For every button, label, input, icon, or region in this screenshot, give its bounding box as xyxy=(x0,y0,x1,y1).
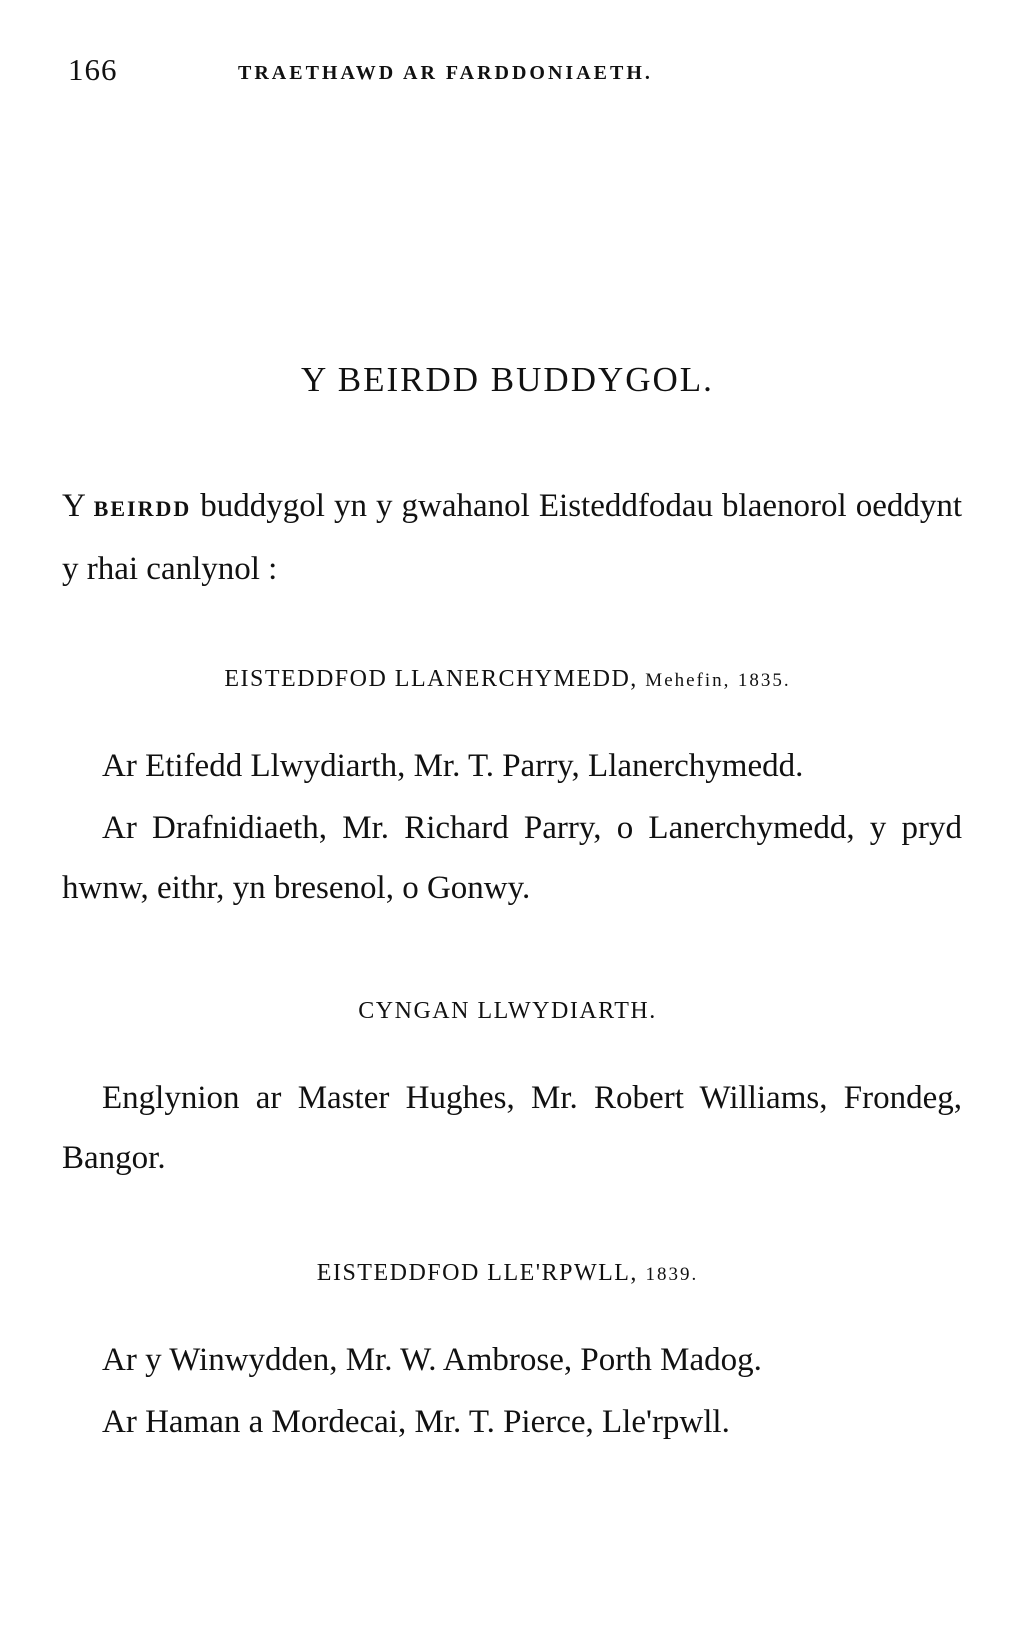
section-heading-main: EISTEDDFOD LLANERCHYMEDD, xyxy=(224,666,638,692)
section-heading-cyngan: CYNGAN LLWYDIARTH. xyxy=(358,998,657,1024)
chapter-title: Y BEIRDD BUDDYGOL. xyxy=(301,360,714,399)
section-heading-llanerchymedd xyxy=(0,666,1015,693)
entry-etifedd-llwydiarth: Ar Etifedd Llwydiarth, Mr. T. Parry, Llanerchymedd. xyxy=(102,748,804,784)
running-title: TRAETHAWD AR FARDDONIAETH. xyxy=(238,62,653,84)
entry-winwydden: Ar y Winwydden, Mr. W. Ambrose, Porth Madog. xyxy=(102,1342,762,1378)
section-heading-month: Mehefin, xyxy=(645,670,731,691)
entry-drafnidiaeth: Ar Drafnidiaeth, Mr. Richard Parry, o Lanerchymedd, y pryd hwnw, eithr, yn bresenol, o Gonwy. xyxy=(62,810,962,906)
section-heading-lerpwll xyxy=(0,1260,1015,1287)
running-head xyxy=(68,52,968,92)
entry-englynion: Englynion ar Master Hughes, Mr. Robert Williams, Frondeg, Bangor. xyxy=(62,1080,962,1176)
intro-text: buddygol yn y gwahanol Eisteddfodau blaenorol oeddynt y rhai canlynol : xyxy=(62,488,963,587)
entry-haman-mordecai: Ar Haman a Mordecai, Mr. T. Pierce, Lle'rpwll. xyxy=(102,1404,730,1440)
intro-paragraph xyxy=(62,476,962,599)
intro-lead-word: BEIRDD xyxy=(93,496,192,521)
page-number: 166 xyxy=(68,52,118,87)
section-heading-year: 1839. xyxy=(645,1264,699,1285)
intro-lead-cap: Y xyxy=(62,488,85,524)
section-heading-main: EISTEDDFOD LLE'RPWLL, xyxy=(316,1260,638,1286)
section-heading-year: 1835. xyxy=(737,670,791,691)
